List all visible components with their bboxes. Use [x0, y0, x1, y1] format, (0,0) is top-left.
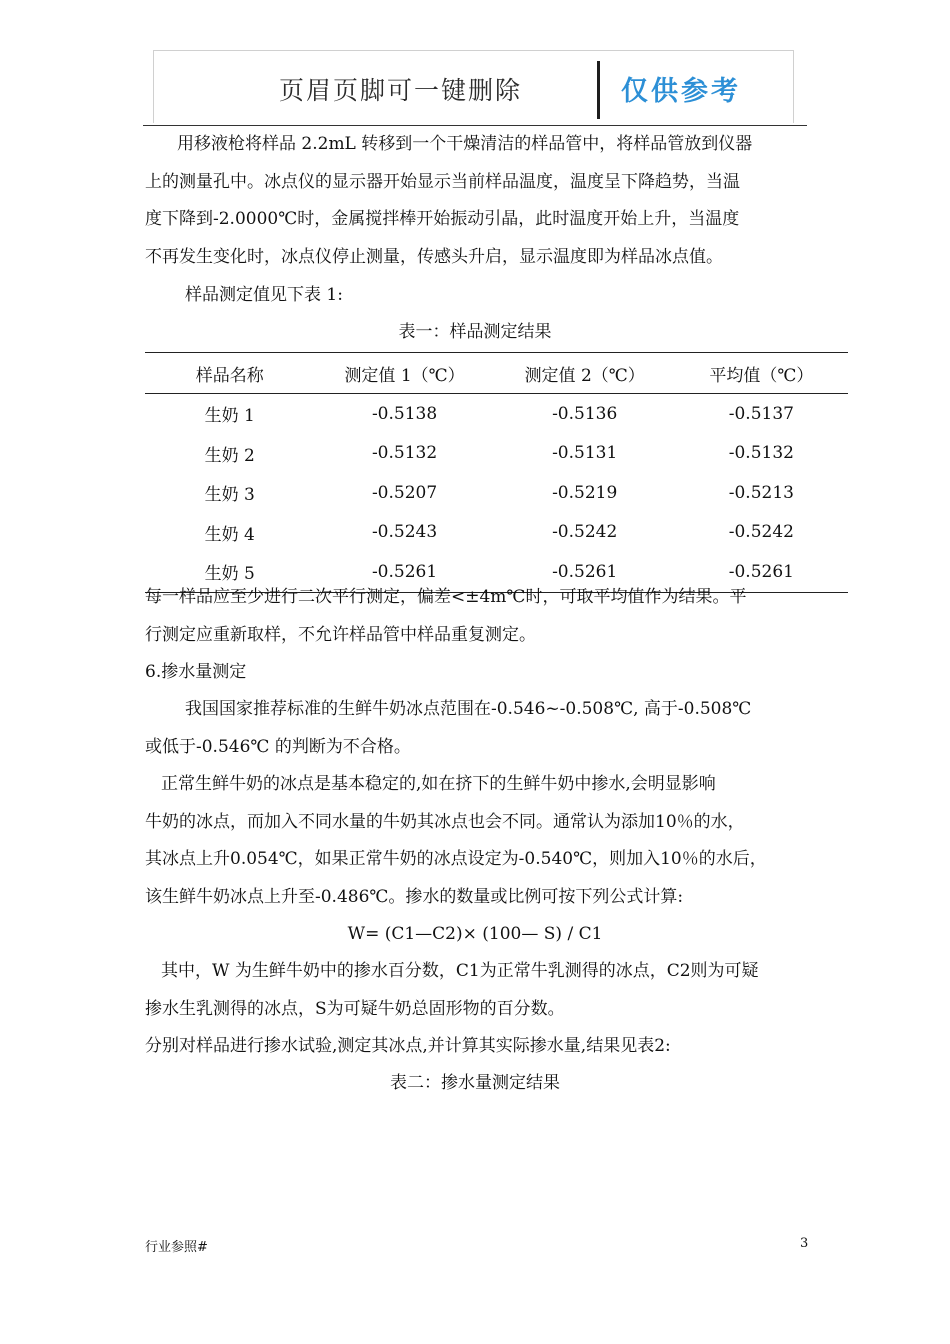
text-line: 该生鲜牛奶冰点上升至-0.486℃。掺水的数量或比例可按下列公式计算: [145, 886, 684, 907]
table-cell: -0.5132 [728, 443, 794, 464]
table-cell: -0.5138 [371, 403, 438, 424]
table-row [145, 473, 848, 513]
table-row [145, 394, 848, 434]
text-line: 每一样品应至少进行二次平行测定，偏差<±4m℃时，可取平均值作为结果。平 [145, 587, 747, 607]
text-line: 掺水生乳测得的冰点，S为可疑牛奶总固形物的百分数。 [145, 998, 565, 1019]
table-header-row [145, 353, 848, 394]
text-line: 其中，W 为生鲜牛奶中的掺水百分数，C1为正常牛乳测得的冰点，C2则为可疑 [161, 961, 759, 981]
table-cell: -0.5261 [675, 552, 848, 592]
table-cell: -0.5132 [371, 443, 438, 464]
formula: W= (C1—C2)× (100— S) / C1 [347, 924, 603, 944]
text-line: 度下降到-2.0000℃时，金属搅拌棒开始振动引晶，此时温度开始上升，当温度 [145, 209, 740, 229]
table-cell: 生奶 4 [204, 524, 255, 545]
text-line: 我国国家推荐标准的生鲜牛奶冰点范围在-0.546~-0.508℃, 高于-0.508℃ [185, 699, 752, 719]
table-cell: 生奶 1 [204, 406, 255, 427]
table-cell: -0.5213 [728, 482, 794, 503]
paragraph-standard [145, 691, 810, 766]
text-line: 其冰点上升0.054℃，如果正常牛奶的冰点设定为-0.540℃，则加入10％的水后， [145, 849, 767, 869]
text-line: 行测定应重新取样，不允许样品管中样品重复测定。 [145, 624, 536, 645]
results-table [145, 352, 848, 593]
text-line: 上的测量孔中。冰点仪的显示器开始显示当前样品温度，温度呈下降趋势，当温 [145, 171, 740, 192]
column-header: 测定值 2（℃） [495, 353, 675, 394]
paragraph-procedure [145, 126, 810, 276]
table-cell: -0.5261 [315, 552, 495, 592]
table-cell: -0.5207 [371, 482, 438, 503]
column-header: 平均值（℃） [675, 353, 848, 394]
text-line: 不再发生变化时，冰点仪停止测量，传感头升启，显示温度即为样品冰点值。 [145, 246, 723, 267]
paragraph-experiment: 分别对样品进行掺水试验,测定其冰点,并计算其实际掺水量,结果见表2: [145, 1036, 671, 1056]
table-cell: -0.5131 [552, 443, 618, 464]
text-line: 牛奶的冰点，而加入不同水量的牛奶其冰点也会不同。通常认为添加10％的水， [145, 811, 745, 832]
column-header: 测定值 1（℃） [315, 353, 495, 394]
table-row [145, 434, 848, 474]
header-right-text: 仅供参考 [621, 76, 741, 107]
column-header: 样品名称 [145, 353, 315, 394]
table-cell: -0.5242 [552, 522, 618, 543]
table-cell: 生奶 5 [145, 552, 315, 592]
table-cell: -0.5136 [552, 403, 618, 424]
table-cell: -0.5219 [552, 482, 618, 503]
table-cell: -0.5261 [495, 552, 675, 592]
table-row [145, 513, 848, 553]
table-cell: -0.5242 [728, 522, 794, 543]
header-divider [597, 61, 600, 119]
table-cell: 生奶 3 [204, 485, 255, 506]
section-heading-6: 6.掺水量测定 [145, 662, 247, 682]
table2-caption: 表二：掺水量测定结果 [390, 1073, 560, 1093]
paragraph-deviation-note [145, 579, 810, 654]
table-cell: -0.5243 [371, 522, 438, 543]
page-number: 3 [800, 1236, 809, 1251]
table1-caption: 表一：样品测定结果 [398, 322, 552, 342]
table-cell: -0.5137 [728, 403, 794, 424]
footer-label: 行业参照# [145, 1240, 208, 1255]
paragraph-table-intro: 样品测定值见下表 1: [185, 285, 343, 305]
header-left-text: 页眉页脚可一键删除 [279, 76, 523, 105]
text-line: 用移液枪将样品 2.2mL 转移到一个干燥清洁的样品管中，将样品管放到仪器 [177, 134, 753, 154]
page-header [153, 50, 794, 123]
text-line: 正常生鲜牛奶的冰点是基本稳定的,如在挤下的生鲜牛奶中掺水,会明显影响 [161, 774, 716, 794]
paragraph-formula-legend [145, 953, 810, 1028]
text-line: 或低于-0.546℃ 的判断为不合格。 [145, 736, 411, 757]
table-cell: 生奶 2 [204, 445, 255, 466]
paragraph-freezing-point [145, 766, 810, 916]
